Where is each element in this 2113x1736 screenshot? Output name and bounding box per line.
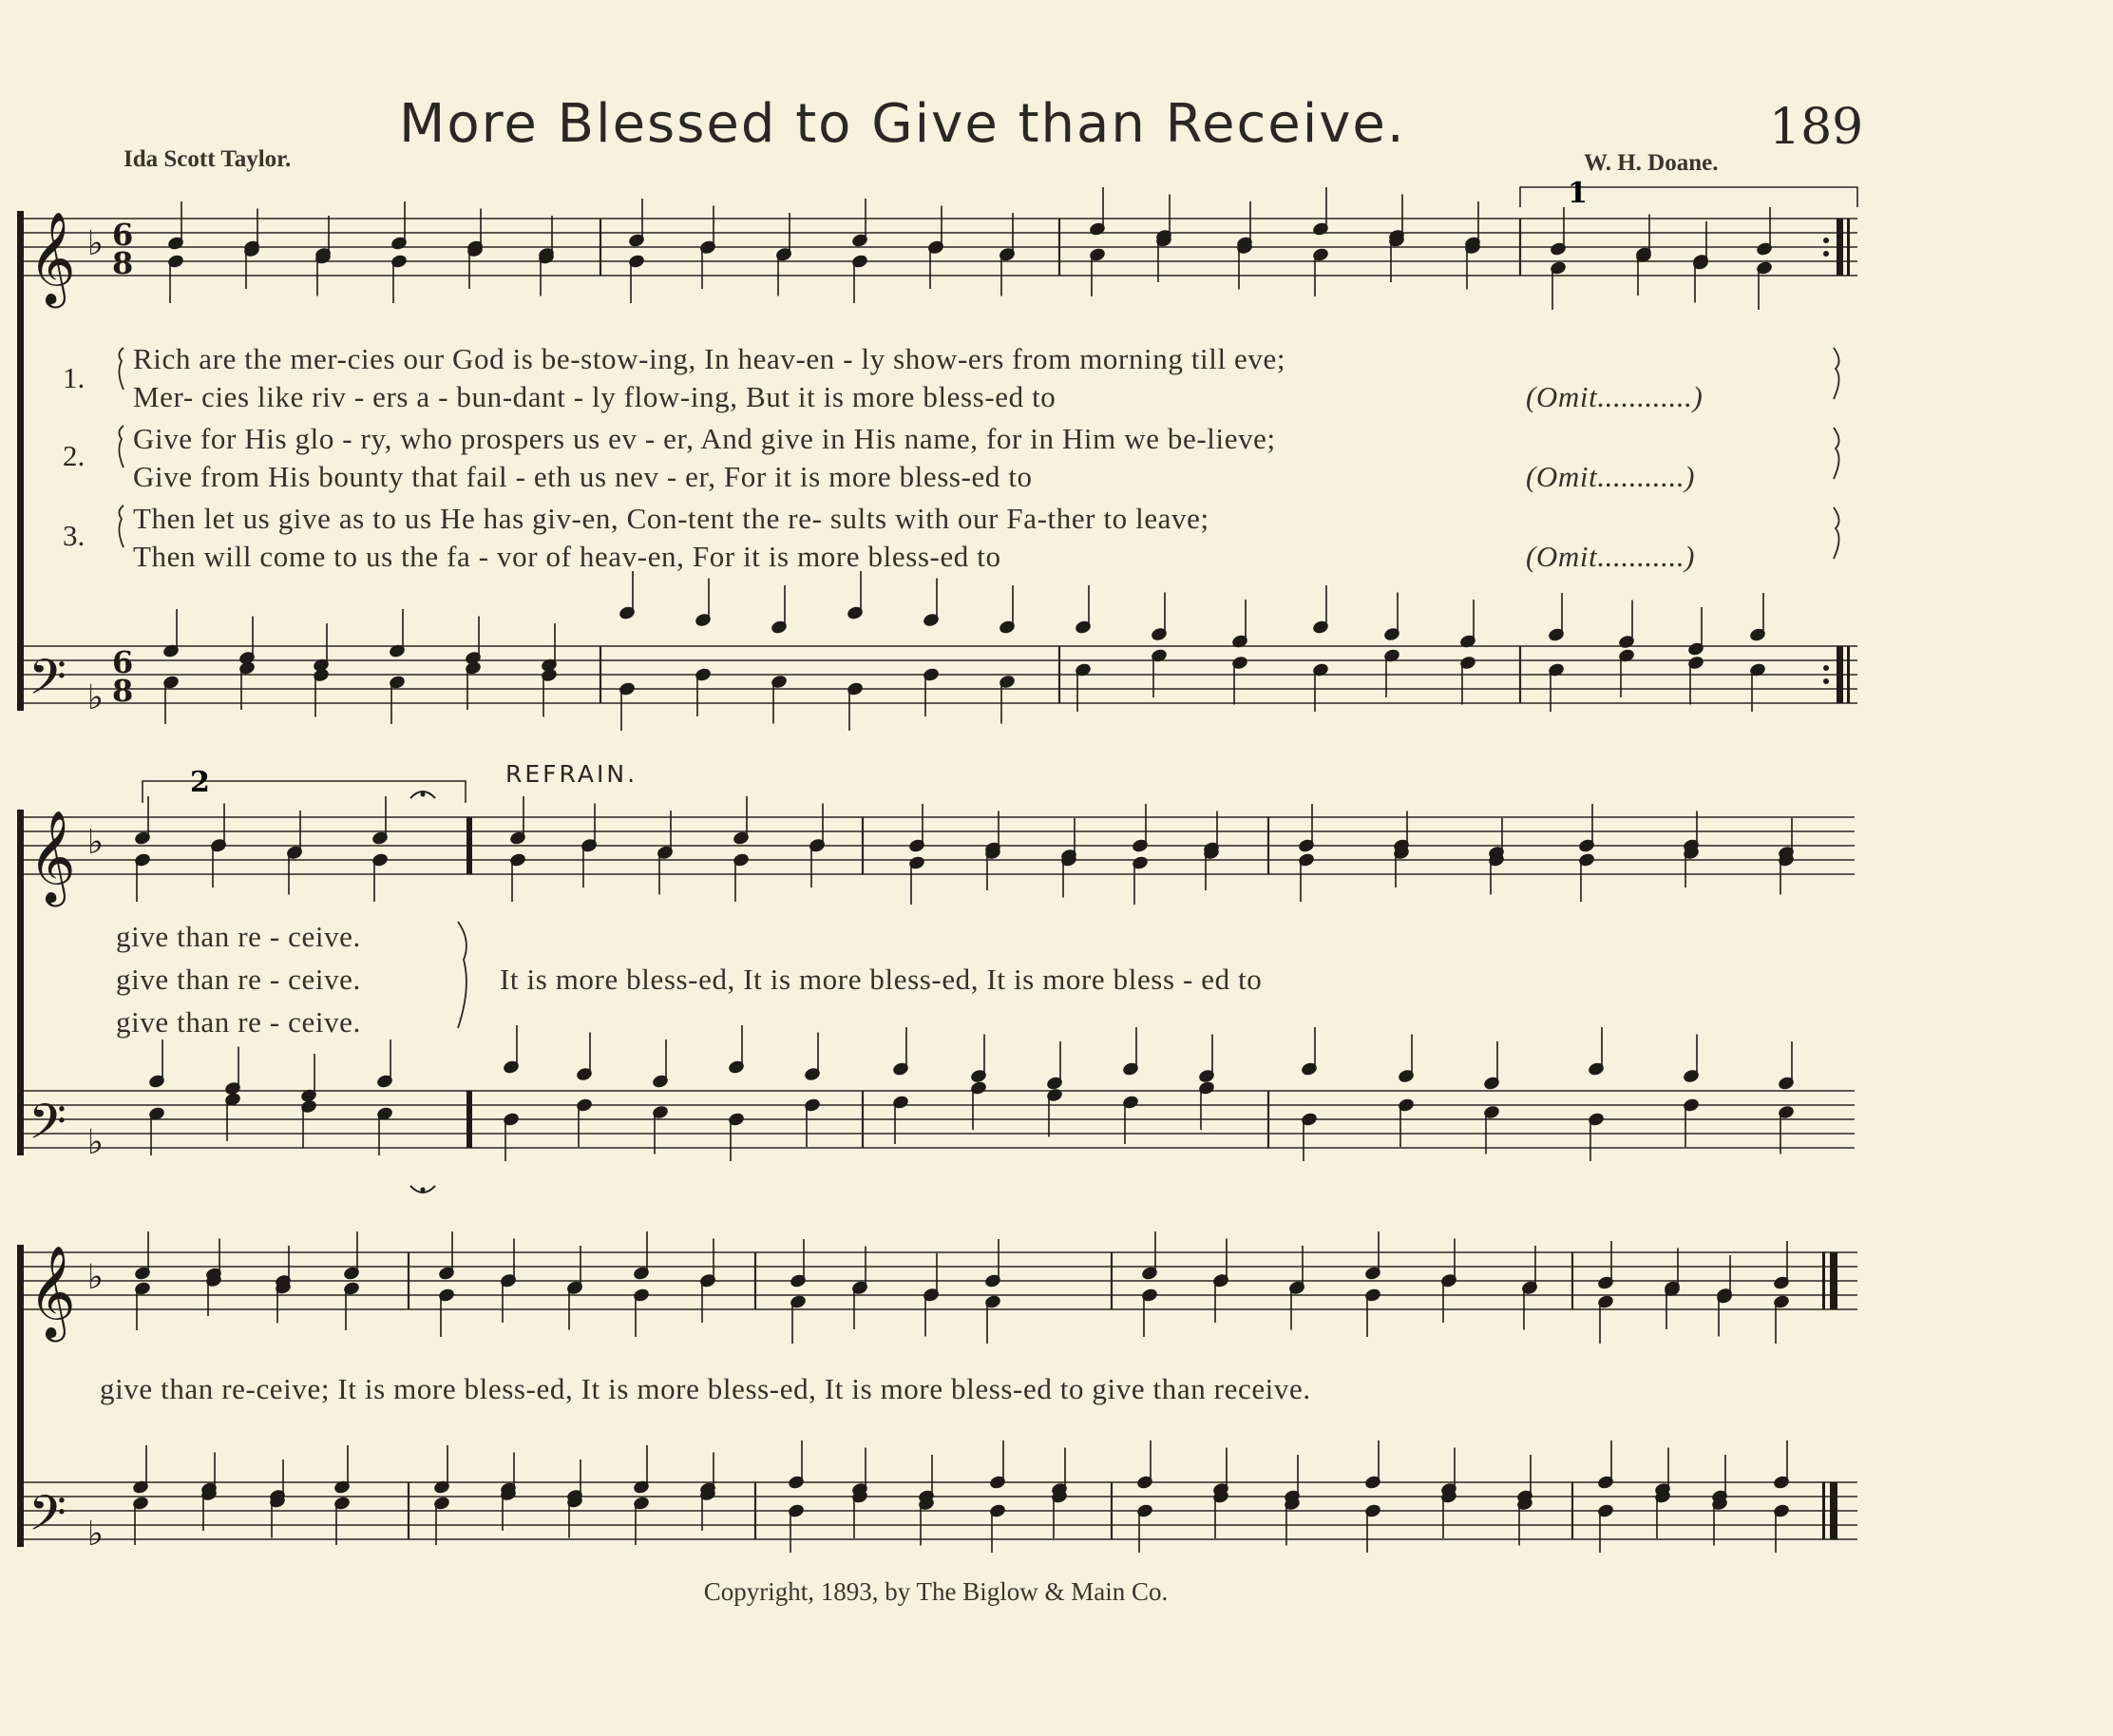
- verse-ending: give than re - ceive.: [116, 920, 361, 953]
- treble-clef-icon: 𝄞: [29, 810, 76, 903]
- staff-system1-bass: [21, 646, 1857, 703]
- svg-text:♭: ♭: [87, 1123, 104, 1162]
- bass-clef-icon: 𝄢: [29, 1093, 67, 1162]
- verse-number: 3.: [63, 519, 86, 552]
- verse-1-omit: (Omit............): [1526, 380, 1704, 413]
- verse-2-line-2: Give from His bounty that fail - eth us nev - er, For it is more bless-ed to: [133, 460, 1033, 493]
- author-credit: Ida Scott Taylor.: [124, 146, 292, 172]
- svg-text:8: 8: [112, 673, 134, 709]
- verse-1-line-1: Rich are the mer-cies our God is be-stow-ing, In heav-en - ly show-ers from morning till eve;: [133, 342, 1286, 375]
- svg-text:♭: ♭: [87, 224, 104, 263]
- verse-2-line-1: Give for His glo - ry, who prospers us ev - er, And give in His name, for in Him we be-lieve;: [133, 422, 1276, 455]
- svg-text:♭: ♭: [87, 1515, 104, 1554]
- verse-ending: give than re - ceive.: [116, 1005, 361, 1039]
- svg-text:6: 6: [112, 217, 134, 253]
- refrain-line-2: give than re-ceive; It is more bless-ed, It is more bless-ed, It is more bless-ed to give than receive.: [100, 1372, 1311, 1405]
- svg-text:6: 6: [112, 644, 134, 680]
- svg-text:♭: ♭: [87, 1258, 104, 1297]
- staff-system3-treble: [21, 1252, 1857, 1309]
- verse-number: 1.: [63, 361, 86, 394]
- hymn-title: More Blessed to Give than Receive.: [399, 93, 1406, 155]
- bass-clef-icon: 𝄢: [29, 1484, 67, 1554]
- refrain-label: REFRAIN.: [505, 760, 638, 788]
- treble-clef-icon: 𝄞: [29, 211, 76, 304]
- verse-2-omit: (Omit...........): [1526, 460, 1696, 493]
- verse-ending: give than re - ceive.: [116, 963, 361, 996]
- copyright-notice: Copyright, 1893, by The Biglow & Main Co.: [703, 1577, 1169, 1606]
- bass-clef-icon: 𝄢: [29, 648, 67, 717]
- ending-2-label: 2: [190, 766, 210, 799]
- refrain-line-1: It is more bless-ed, It is more bless-ed, It is more bless - ed to: [500, 963, 1263, 996]
- verse-number: 2.: [63, 439, 86, 472]
- verse-3-omit: (Omit...........): [1526, 540, 1696, 573]
- staff-system3-bass: [21, 1482, 1857, 1539]
- svg-text:8: 8: [112, 245, 134, 281]
- page-number: 189: [1769, 99, 1864, 156]
- svg-text:♭: ♭: [87, 823, 104, 862]
- composer-credit: W. H. Doane.: [1584, 150, 1719, 176]
- staff-system2-bass: [21, 1091, 1855, 1148]
- svg-text:♭: ♭: [87, 678, 104, 717]
- verse-3-line-1: Then let us give as to us He has giv-en, Con-tent the re- sults with our Fa-ther to leave;: [133, 502, 1209, 535]
- verse-1-line-2: Mer- cies like riv - ers a - bun-dant - ly flow-ing, But it is more bless-ed to: [133, 380, 1056, 413]
- verse-3-line-2: Then will come to us the fa - vor of heav-en, For it is more bless-ed to: [133, 540, 1001, 573]
- treble-clef-icon: 𝄞: [29, 1245, 76, 1338]
- ending-1-label: 1: [1568, 177, 1588, 210]
